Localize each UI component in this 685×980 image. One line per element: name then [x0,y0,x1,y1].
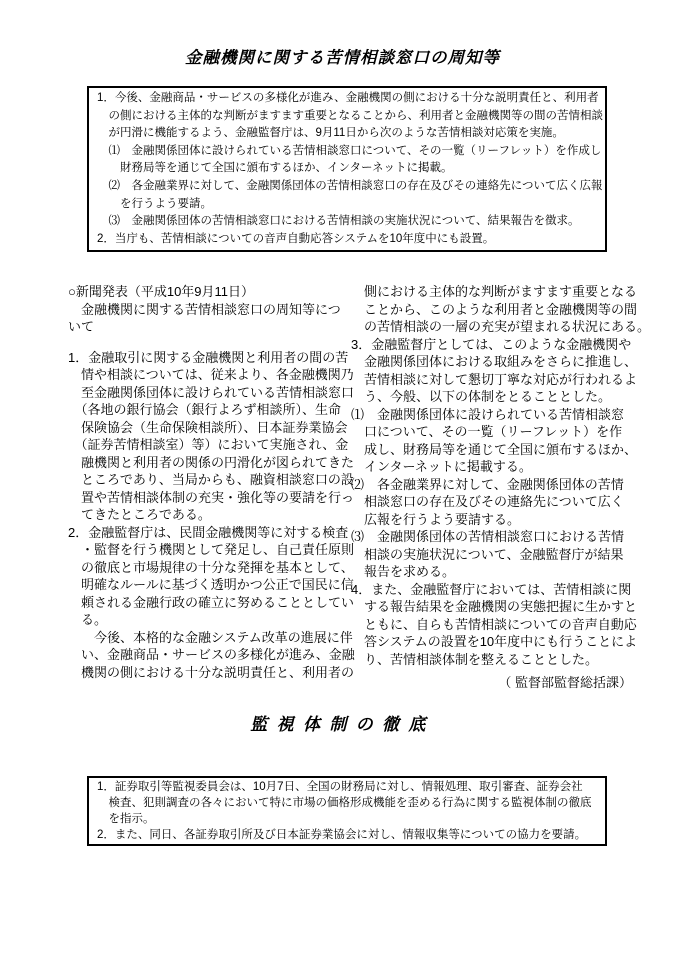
text-line: てきたところである。 [68,507,211,522]
text-line: 検査、犯則調査の各々において特に市場の価格形成機能を歪める行為に関する監視体制の徹底 [97,797,592,809]
left-column-body [68,349,353,682]
text-line: 財務局等を通じて全国に頒布するほか、インターネットに掲載。 [97,162,453,175]
press-release-header [68,283,353,336]
text-line: 情や相談については、従来より、各金融機関乃 [68,367,354,382]
text-line: る。 [68,612,108,627]
section-title: 監視体制の徹底 [250,715,435,734]
directive-box [87,776,607,846]
text-line: 頼される金融行政の確立に努めることとしてい [68,594,355,610]
text-line: 3．金融監督庁としては、このような金融機関や [351,336,632,352]
text-line: （各地の銀行協会（銀行よろず相談所）、生命 [68,402,342,417]
text-line: の徹底と市場規律の十分な発揮を基本として、 [68,559,354,575]
text-line: ⑵ 各金融業界に対して、金融関係団体の苦情 [351,476,624,492]
text-line: を行うよう要請。 [97,197,212,210]
text-line: ⑶ 金融関係団体の苦情相談窓口における苦情相談の実施状況について、結果報告を徴求。 [97,215,580,228]
text-line: 1．今後、金融商品・サービスの多様化が進み、金融機関の側における十分な説明責任と、利用者 [97,92,599,104]
text-line: 明確なルールに基づく透明かつ公正で国民に信 [68,577,354,592]
signature: （ 監督部監督総括課） [498,675,632,690]
text-line: ⑴ 金融関係団体に設けられている苦情相談窓口について、その一覧（リーフレット）を作成し [97,144,602,157]
text-line: を指示。 [97,813,155,825]
text-line: 側における主体的な判断がますます重要となる [351,284,638,299]
text-line: 報告を求める。 [351,564,456,579]
text-line: い、金融商品・サービスの多様化が進み、金融 [68,647,355,662]
text-line: 相談窓口の存在及びその連絡先について広く [351,494,624,509]
text-line: ⑴ 金融関係団体に設けられている苦情相談窓 [351,406,625,422]
main-title: 金融機関に関する苦情相談窓口の周知等 [185,49,500,67]
text-line: 1．証券取引等監視委員会は、10月7日、全国の財務局に対し、情報処理、取引審査、証券会社 [97,781,583,793]
text-line: 金融関係団体における取組みをさらに推進し、 [351,354,638,369]
text-line: 苦情相談に対して懇切丁寧な対応が行われるよ [351,371,638,387]
text-line: 保険協会（生命保険相談所）、日本証券業協会 [68,419,348,435]
right-column [351,283,651,692]
text-line: ともに、自らも苦情相談についての音声自動応 [351,616,637,632]
text-line: ことから、このような利用者と金融機関等の間 [351,301,638,317]
text-line: 融機関と利用者の関係の円滑化が図られてきた [68,454,355,470]
text-line: ○新聞発表（平成10年9月11日） [68,284,255,299]
text-line: 至金融関係団体に設けられている苦情相談窓口 [68,384,355,400]
text-line: 2．当庁も、苦情相談についての音声自動応答システムを10年度中にも設置。 [97,232,495,245]
text-line: 成し、財務局等を通じて全国に頒布するほか、 [351,441,638,457]
text-line: 広報を行うよう要請する。 [351,511,521,527]
text-line: （証券苦情相談室）等）において実施され、金 [68,437,349,452]
text-line: う、今般、以下の体制をとることとした。 [351,389,612,404]
text-line: する報告結果を金融機関の実態把握に生かすと [351,599,638,614]
right-column-body [351,283,651,668]
text-line: 機関の側における十分な説明責任と、利用者の [68,664,355,680]
text-line: 相談の実施状況について、金融監督庁が結果 [351,546,624,562]
text-line: いて [68,319,95,334]
summary-box [87,86,607,252]
text-line: 2．また、同日、各証券取引所及び日本証券業協会に対し、情報収集等についての協力を要請。 [97,829,587,841]
text-line: 2．金融監督庁は、民間金融機関等に対する検査 [68,524,349,540]
text-line: の側における主体的な判断がますます重要となることから、利用者と金融機関等の間の苦情相談 [97,109,603,122]
text-line: ⑶ 金融関係団体の苦情相談窓口における苦情 [351,529,625,544]
text-line: ところであり、当局からも、融資相談窓口の設 [68,472,354,487]
text-line: ・監督を行う機関として発足し、自己責任原則 [68,542,355,557]
text-line: 答システムの設置を10年度中にも行うことによ [351,634,638,649]
text-line: が円滑に機能するよう、金融監督庁は、9月11日から次のような苦情相談対応策を実施。 [97,127,564,140]
text-line: 置や苦情相談体制の充実・強化等の要請を行っ [68,489,355,505]
text-line: 口について、その一覧（リーフレット）を作 [351,424,623,439]
text-line: 1．金融取引に関する金融機関と利用者の間の苦 [68,349,349,365]
text-line: インターネットに掲載する。 [351,459,532,474]
text-line: の苦情相談の一層の充実が望まれる状況にある。 [351,319,651,334]
text-line: 4．また、金融監督庁においては、苦情相談に関 [351,581,632,597]
text-line: ⑵ 各金融業界に対して、金融関係団体の苦情相談窓口の存在及びその連絡先について広く広報 [97,179,603,192]
text-line: 今後、本格的な金融システム改革の進展に伴 [68,629,353,645]
text-line: り、苦情相談体制を整えることとした。 [351,651,599,667]
left-column [68,283,353,681]
text-line: 金融機関に関する苦情相談窓口の周知等につ [68,301,341,317]
